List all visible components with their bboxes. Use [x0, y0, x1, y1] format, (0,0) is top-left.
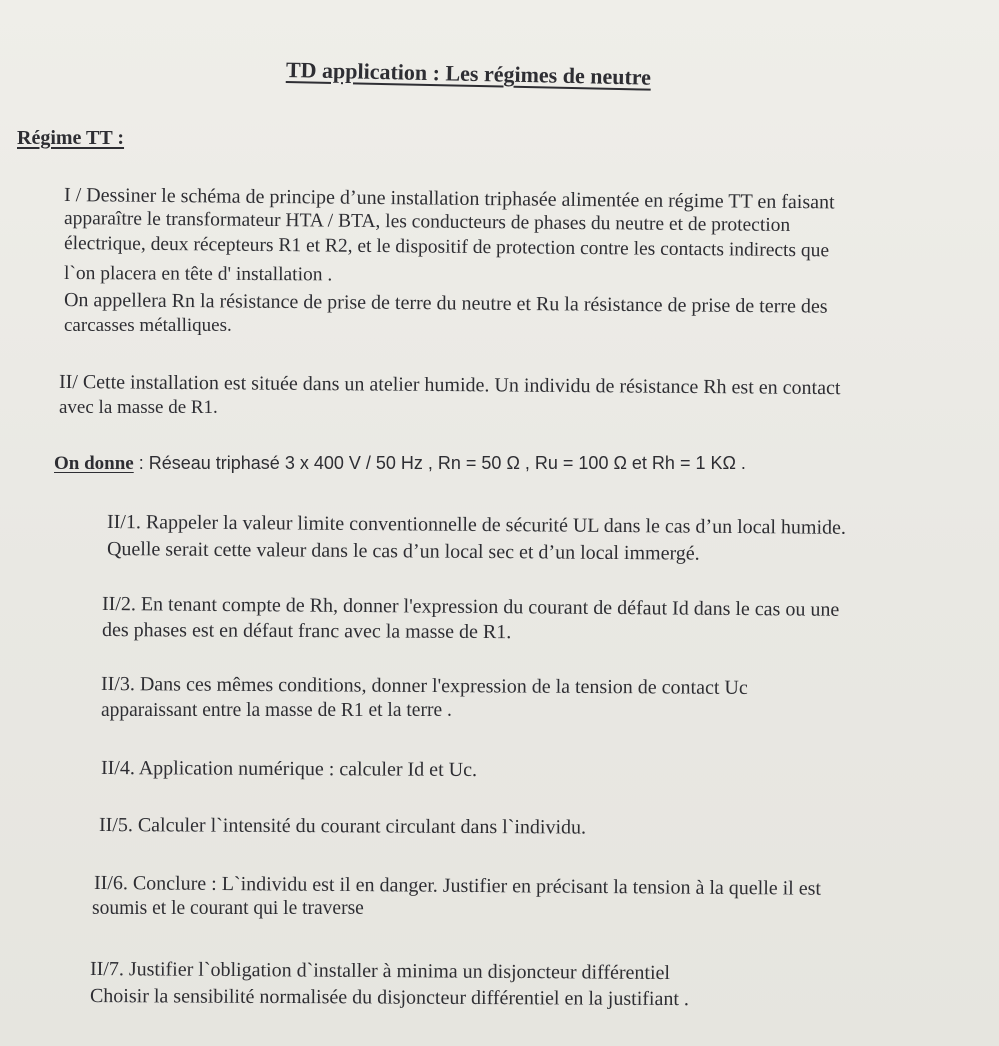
question-6-line-2: soumis et le courant qui le traverse — [92, 898, 364, 919]
given-label: On donne — [54, 453, 134, 474]
part1-line-6: carcasses métalliques. — [64, 315, 232, 336]
question-5: II/5. Calculer l`intensité du courant circulant dans l`individu. — [98, 814, 587, 839]
part1-line-5: On appellera Rn la résistance de prise de terre du neutre et Ru la résistance de prise de terre des — [63, 289, 828, 318]
part2-line-1: II/ Cette installation est située dans un atelier humide. Un individu de résistance Rh est en contact — [58, 371, 841, 400]
question-1-line-1: II/1. Rappeler la valeur limite conventionnelle de sécurité UL dans le cas d’un local humide. — [106, 511, 847, 539]
question-2-line-2: des phases est en défaut franc avec la masse de R1. — [101, 619, 512, 644]
part1-line-1: I / Dessiner le schéma de principe d’une installation triphasée alimentée en régime TT en faisant — [63, 184, 835, 214]
part1-line-3: électrique, deux récepteurs R1 et R2, et le dispositif de protection contre les contacts indirects que — [63, 233, 830, 262]
given-text: : Réseau triphasé 3 x 400 V / 50 Hz , Rn = 50 Ω , Ru = 100 Ω et Rh = 1 KΩ . — [133, 453, 746, 473]
part1-line-2: apparaître le transformateur HTA / BTA, les conducteurs de phases du neutre et de protection — [63, 208, 791, 236]
question-3-line-1: II/3. Dans ces mêmes conditions, donner l'expression de la tension de contact Uc — [100, 673, 748, 699]
question-4: II/4. Application numérique : calculer Id et Uc. — [100, 757, 478, 781]
question-3-line-2: apparaissant entre la masse de R1 et la terre . — [101, 700, 452, 721]
part2-line-2: avec la masse de R1. — [59, 397, 218, 418]
part1-line-4: l`on placera en tête d' installation . — [63, 263, 333, 286]
page-title: TD application : Les régimes de neutre — [285, 57, 652, 90]
question-7-line-1: II/7. Justifier l`obligation d`installer à minima un disjoncteur différentiel — [89, 958, 671, 985]
section-heading-regime-tt: Régime TT : — [17, 127, 125, 149]
given-values — [54, 454, 746, 473]
question-7-line-2: Choisir la sensibilité normalisée du disjoncteur différentiel en la justifiant . — [89, 985, 689, 1011]
question-1-line-2: Quelle serait cette valeur dans le cas d’un local sec et d’un local immergé. — [106, 538, 700, 565]
question-6-line-1: II/6. Conclure : L`individu est il en danger. Justifier en précisant la tension à la quelle il est — [93, 872, 822, 900]
question-2-line-1: II/2. En tenant compte de Rh, donner l'expression du courant de défaut Id dans le cas ou une — [101, 593, 840, 621]
